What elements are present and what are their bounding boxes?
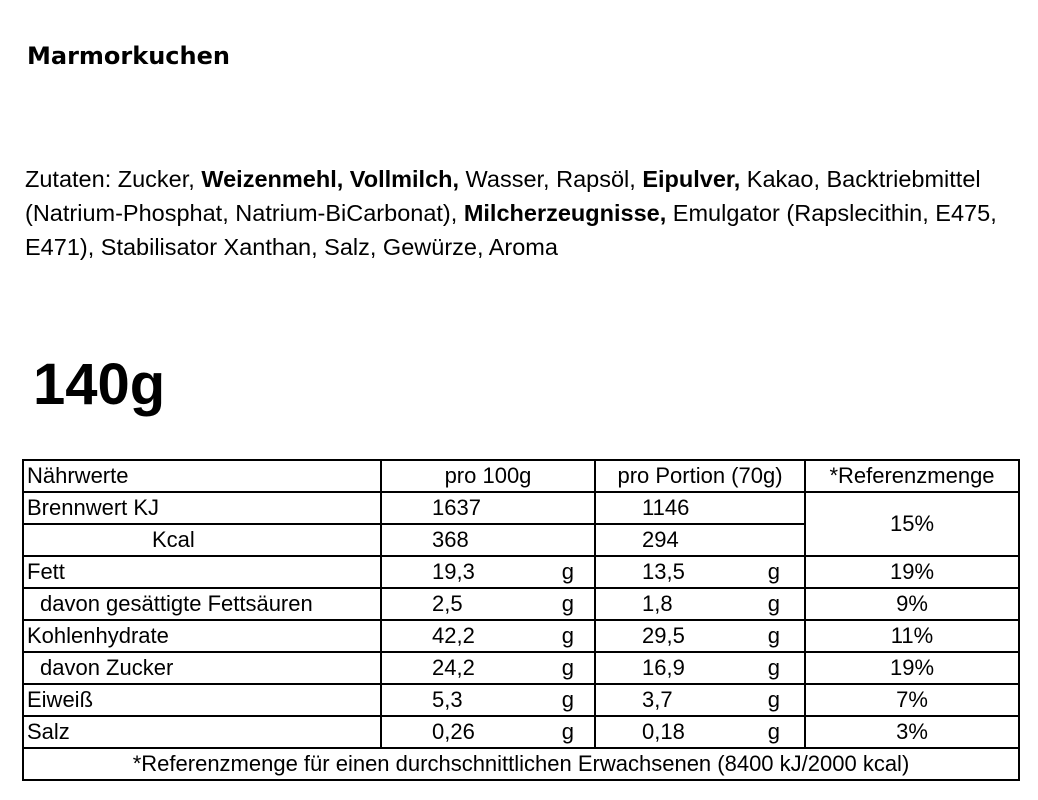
value: 0,18 — [642, 719, 685, 744]
ingredients-part: Wasser, Rapsöl, — [459, 166, 643, 192]
row-value-100g — [381, 652, 595, 684]
unit: g — [767, 623, 780, 648]
nutrition-header-row — [23, 460, 1019, 492]
energy-kj-100g — [381, 492, 595, 524]
row-label: davon Zucker — [23, 652, 381, 684]
energy-kcal-100g — [381, 524, 595, 556]
unit: g — [767, 655, 780, 680]
value: 368 — [432, 527, 469, 552]
value: 1,8 — [642, 591, 673, 616]
ingredients-part: Zutaten: Zucker, — [25, 166, 202, 192]
table-row — [23, 716, 1019, 748]
row-label: davon gesättigte Fettsäuren — [23, 588, 381, 620]
unit: g — [561, 687, 574, 712]
row-value-100g — [381, 556, 595, 588]
value: 24,2 — [432, 655, 475, 680]
value: 42,2 — [432, 623, 475, 648]
value: 5,3 — [432, 687, 463, 712]
value: 3,7 — [642, 687, 673, 712]
row-reference: 19% — [805, 556, 1019, 588]
row-reference: 3% — [805, 716, 1019, 748]
ingredients-allergen: Eipulver, — [642, 166, 741, 192]
row-reference: 11% — [805, 620, 1019, 652]
unit: g — [561, 655, 574, 680]
value: 13,5 — [642, 559, 685, 584]
row-label: Eiweiß — [23, 684, 381, 716]
row-reference: 19% — [805, 652, 1019, 684]
row-label: Fett — [23, 556, 381, 588]
reference-footnote: *Referenzmenge für einen durchschnittlichen Erwachsenen (8400 kJ/2000 kcal) — [23, 748, 1019, 780]
energy-kcal-label: Kcal — [23, 524, 381, 556]
value: 294 — [642, 527, 679, 552]
row-value-100g — [381, 620, 595, 652]
unit: g — [561, 719, 574, 744]
unit: g — [561, 591, 574, 616]
row-value-100g — [381, 588, 595, 620]
value: 1146 — [642, 495, 690, 520]
unit: g — [767, 591, 780, 616]
value: 29,5 — [642, 623, 685, 648]
unit: g — [767, 719, 780, 744]
energy-kj-portion — [595, 492, 805, 524]
row-value-100g — [381, 684, 595, 716]
value: 2,5 — [432, 591, 463, 616]
row-value-portion — [595, 556, 805, 588]
unit: g — [767, 687, 780, 712]
ingredients-text — [25, 162, 1015, 264]
row-label: Salz — [23, 716, 381, 748]
row-reference: 7% — [805, 684, 1019, 716]
unit: g — [561, 623, 574, 648]
table-row — [23, 652, 1019, 684]
net-weight: 140g — [33, 352, 166, 417]
value: 0,26 — [432, 719, 475, 744]
table-row — [23, 492, 1019, 524]
nutrition-table — [22, 459, 1020, 781]
table-row — [23, 620, 1019, 652]
value: 1637 — [432, 495, 481, 520]
row-value-portion — [595, 652, 805, 684]
row-value-portion — [595, 588, 805, 620]
ingredients-allergen: Milcherzeugnisse, — [463, 200, 667, 226]
value: 19,3 — [432, 559, 475, 584]
product-title: Marmorkuchen — [27, 42, 230, 70]
unit: g — [561, 559, 574, 584]
table-row — [23, 556, 1019, 588]
ingredients-part: Kakao, Backtriebmittel (Natrium-Phosphat, Natrium-BiCarbonat), — [25, 166, 981, 226]
unit: g — [767, 559, 780, 584]
energy-kcal-portion — [595, 524, 805, 556]
footnote-row — [23, 748, 1019, 780]
value: 16,9 — [642, 655, 685, 680]
row-value-portion — [595, 716, 805, 748]
energy-reference: 15% — [805, 492, 1019, 556]
header-pro-100g: pro 100g — [381, 460, 595, 492]
header-pro-portion: pro Portion (70g) — [595, 460, 805, 492]
header-referenzmenge: *Referenzmenge — [805, 460, 1019, 492]
ingredients-allergen: Weizenmehl, Vollmilch, — [201, 166, 460, 192]
row-value-portion — [595, 620, 805, 652]
table-row — [23, 588, 1019, 620]
ingredients-part: Emulgator (Rapslecithin, E475, E471), Stabilisator Xanthan, Salz, Gewürze, Aroma — [25, 200, 997, 260]
row-label: Kohlenhydrate — [23, 620, 381, 652]
row-reference: 9% — [805, 588, 1019, 620]
header-naehrwerte: Nährwerte — [23, 460, 381, 492]
table-row — [23, 684, 1019, 716]
row-value-portion — [595, 684, 805, 716]
energy-kj-label: Brennwert KJ — [23, 492, 381, 524]
row-value-100g — [381, 716, 595, 748]
